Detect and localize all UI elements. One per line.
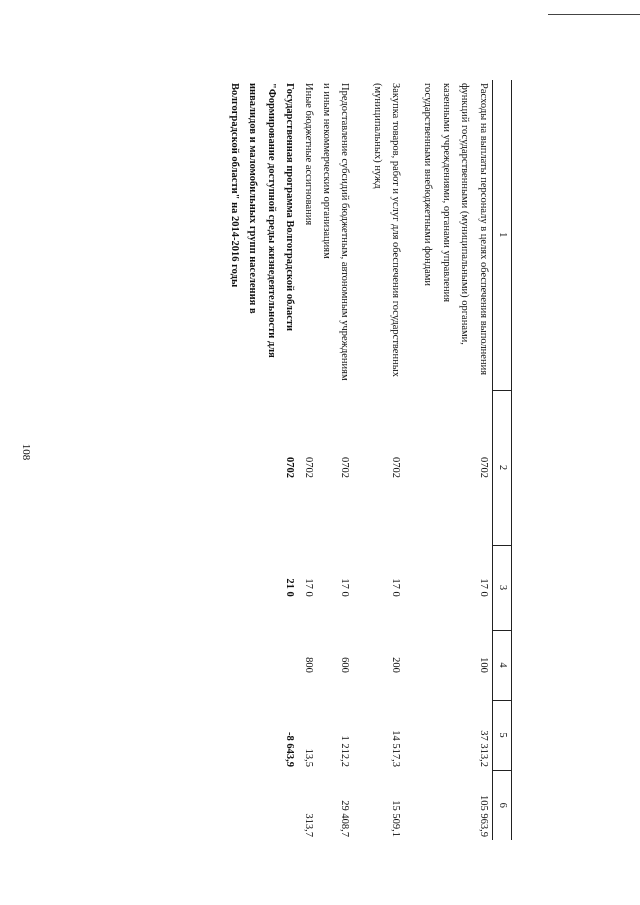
table-row xyxy=(298,80,316,840)
amount-col6: 313,7 xyxy=(302,813,314,837)
table-row xyxy=(367,80,404,840)
table-row xyxy=(225,80,299,840)
program-code: 17 0 xyxy=(477,578,489,597)
table-row xyxy=(418,80,492,840)
section-code: 0702 xyxy=(339,457,351,478)
rotated-page-content xyxy=(62,80,512,840)
column-header: 4 xyxy=(492,630,511,700)
amount-col5: 37 313,2 xyxy=(477,730,489,767)
amount-col5: 14 517,3 xyxy=(390,730,402,767)
program-code: 21 0 xyxy=(284,578,296,597)
row-name: Государственная программа Волгоградской области "Формирование доступной среды жизнедеятельности для инвалидов и маломобильных групп населения в Волгоградской области" на 2014-2016 годы xyxy=(229,83,296,358)
amount-col6: 29 408,7 xyxy=(339,800,351,837)
amount-col6: 15 509,1 xyxy=(390,800,402,837)
row-name: Закупка товаров, работ и услуг для обеспечения государственных (муниципальных) нужд xyxy=(371,83,402,378)
expense-type-code: 200 xyxy=(390,657,402,673)
expense-type-code xyxy=(225,630,299,700)
column-header: 3 xyxy=(492,545,511,630)
amount-col5: 1 212,2 xyxy=(339,735,351,767)
amount-col6 xyxy=(225,770,299,840)
expense-type-code: 800 xyxy=(302,657,314,673)
amount-col5: -8 643,9 xyxy=(284,732,296,767)
column-header: 2 xyxy=(492,390,511,545)
program-code: 17 0 xyxy=(302,578,314,597)
row-spacer xyxy=(404,80,418,840)
column-header: 6 xyxy=(492,770,511,840)
column-header: 5 xyxy=(492,700,511,770)
section-code: 0702 xyxy=(390,457,402,478)
section-code: 0702 xyxy=(302,457,314,478)
column-header: 1 xyxy=(492,80,511,390)
page-number: 108 xyxy=(20,443,32,461)
row-name: Расходы на выплаты персоналу в целях обеспечения выполнения функций государственными (муниципальными) органами, казенными учреждениями, органами управления государственными внебюджетными фондами xyxy=(422,83,489,376)
expense-type-code: 100 xyxy=(477,657,489,673)
expense-type-code: 600 xyxy=(339,657,351,673)
program-code: 17 0 xyxy=(339,578,351,597)
row-name: Иные бюджетные ассигнования xyxy=(302,83,314,226)
row-spacer xyxy=(353,80,367,840)
program-code: 17 0 xyxy=(390,578,402,597)
row-name: Предоставление субсидий бюджетным, автономным учреждениям и иным некоммерческим организациям xyxy=(321,83,351,381)
corner-rule xyxy=(548,14,640,15)
table-row xyxy=(317,80,354,840)
table-header-row xyxy=(492,80,511,840)
amount-col6: 105 963,9 xyxy=(477,795,489,837)
amount-col5: 13,5 xyxy=(302,748,314,767)
budget-table xyxy=(225,80,512,840)
section-code: 0702 xyxy=(284,457,296,478)
section-code: 0702 xyxy=(477,457,489,478)
